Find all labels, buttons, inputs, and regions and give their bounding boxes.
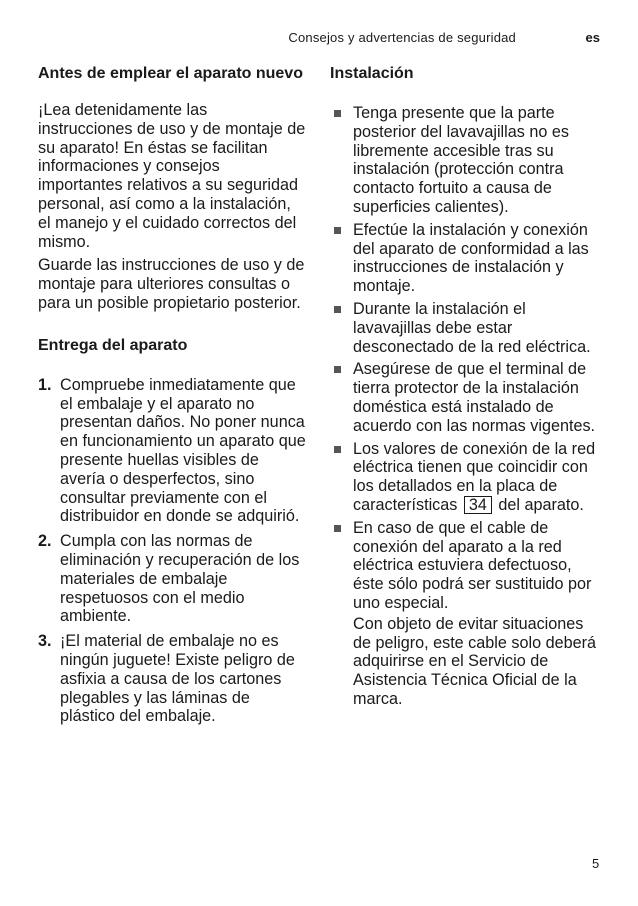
bullet-text: Durante la instalación el lavavajillas debe estar desconectado de la red eléctrica. — [353, 299, 591, 356]
step-number: 1. — [38, 375, 52, 394]
section-heading-before-use: Antes de emplear el aparato nuevo — [38, 65, 303, 82]
figure-reference-box: 34 — [464, 496, 492, 514]
bullet-continuation: Con objeto de evitar situaciones de peligro, este cable solo deberá adquirirse en el Servicio de Asistencia Técnica Oficial de la marca. — [353, 614, 596, 708]
bullet-square-icon — [334, 525, 341, 532]
bullet-text-end: del aparato. — [498, 495, 584, 514]
bullet-square-icon — [334, 366, 341, 373]
bullet-square-icon — [334, 306, 341, 313]
bullet-text: Los valores de conexión de la red eléctrica tienen que coincidir con los detallados en la placa de características — [353, 439, 596, 514]
list-item — [330, 360, 602, 435]
list-item — [330, 519, 602, 709]
bullet-square-icon — [334, 227, 341, 234]
bullet-square-icon — [334, 110, 341, 117]
list-item — [330, 221, 602, 296]
list-item — [38, 632, 306, 726]
list-item — [38, 376, 306, 526]
bullet-text: Asegúrese de que el terminal de tierra protector de la instalación doméstica está instalado de acuerdo con las normas vigentes. — [353, 360, 596, 435]
delivery-steps-list — [38, 376, 306, 726]
bullet-text: En caso de que el cable de conexión del aparato a la red eléctrica estuviera defectuoso, éste sólo podrá ser sustituido por uno especial. — [353, 518, 592, 612]
bullet-text: Efectúe la instalación y conexión del aparato de conformidad a las instrucciones de instalación y montaje. — [353, 220, 589, 296]
header-title: Consejos y advertencias de seguridad — [288, 30, 516, 45]
bullet-text: Tenga presente que la parte posterior del lavavajillas no es libremente accesible tras su instalación (protección contra contacto fortuito a causa de superficies calientes). — [353, 104, 569, 216]
list-item — [330, 104, 602, 217]
bullet-square-icon — [334, 446, 341, 453]
step-number: 2. — [38, 532, 52, 551]
paragraph-read-instructions: ¡Lea detenidamente las instrucciones de uso y de montaje de su aparato! En éstas se facilitan informaciones y consejos importantes relativos a su seguridad personal, así como a la instalación, el manejo y el cuidado correctos del mismo. — [38, 101, 306, 251]
list-item — [38, 532, 306, 626]
page-number: 5 — [592, 856, 600, 871]
step-text: Cumpla con las normas de eliminación y recuperación de los materiales de embalaje respetuosos con el medio ambiente. — [60, 532, 300, 626]
section-heading-installation: Instalación — [330, 65, 414, 82]
left-column — [38, 64, 306, 732]
page-header — [0, 30, 600, 50]
right-column — [330, 64, 602, 713]
step-number: 3. — [38, 632, 52, 651]
step-text: ¡El material de embalaje no es ningún juguete! Existe peligro de asfixia a causa de los cartones plegables y las láminas de plástico del embalaje. — [60, 632, 295, 726]
list-item — [330, 300, 602, 356]
step-text: Compruebe inmediatamente que el embalaje y el aparato no presentan daños. No poner nunca en funcionamiento un aparato que presente huellas visibles de avería o desperfectos, sino consultar previamente con el distribuidor en donde se adquirió. — [60, 375, 306, 526]
installation-list — [330, 104, 602, 709]
section-heading-delivery: Entrega del aparato — [38, 336, 188, 354]
paragraph-keep-instructions: Guarde las instrucciones de uso y de montaje para ulteriores consultas o para un posible propietario posterior. — [38, 256, 305, 312]
language-code: es — [585, 30, 600, 45]
list-item — [330, 440, 602, 515]
